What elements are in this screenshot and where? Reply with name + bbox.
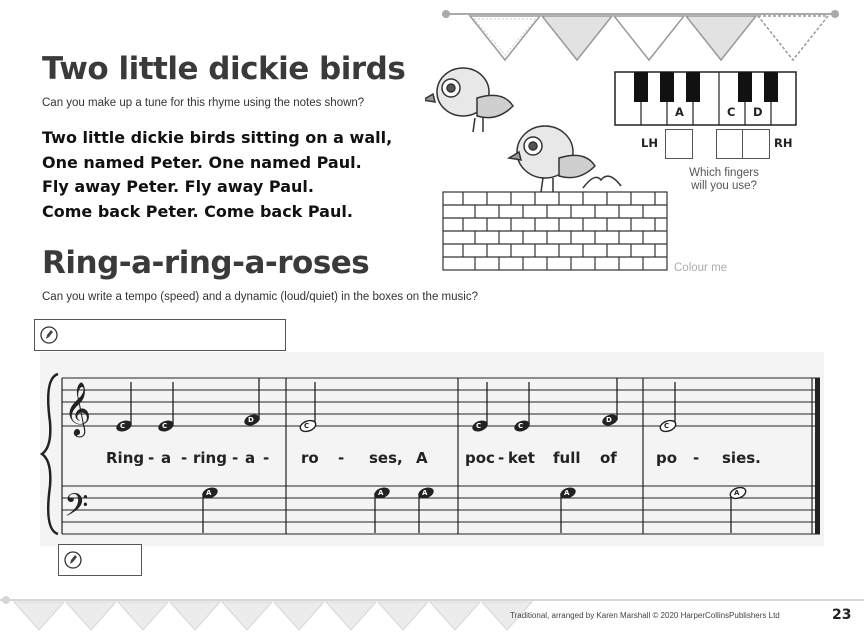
lyric-syllable: full: [553, 449, 581, 467]
lh-label: LH: [641, 136, 658, 150]
poem-line: One named Peter. One named Paul.: [42, 152, 362, 172]
lyric-hyphen: -: [693, 449, 700, 467]
bass-clef-icon: 𝄢: [64, 487, 89, 531]
instruction-tune: Can you make up a tune for this rhyme using the notes shown?: [42, 97, 365, 109]
lyric-syllable: A: [416, 449, 428, 467]
lyric-syllable: Ring: [106, 449, 145, 467]
key-label-a: A: [675, 105, 684, 119]
footer-credit: Traditional, arranged by Karen Marshall © 2020 HarperCollinsPublishers Ltd: [510, 611, 780, 620]
bird-icon: [425, 68, 513, 132]
note-letter: D: [248, 416, 254, 424]
page-number: 23: [832, 607, 852, 623]
lyric-hyphen: -: [181, 449, 188, 467]
lyric-hyphen: -: [263, 449, 270, 467]
treble-clef-icon: 𝄞: [64, 381, 92, 435]
poem-line: Come back Peter. Come back Paul.: [42, 201, 353, 221]
lyric-hyphen: -: [148, 449, 155, 467]
note-letter: A: [564, 489, 570, 497]
key-label-c: C: [727, 105, 736, 119]
lyric-hyphen: -: [498, 449, 505, 467]
dynamic-box[interactable]: [58, 544, 142, 576]
note-letter: C: [304, 422, 310, 430]
lyric-syllable: sies.: [722, 449, 761, 467]
which-fingers-line: Which fingers: [689, 167, 759, 179]
key-label-d: D: [753, 105, 763, 119]
bird-icon: [509, 126, 621, 192]
rh-label: RH: [774, 136, 793, 150]
pencil-icon: [40, 326, 58, 344]
bass-staff: [62, 486, 820, 534]
lh-finger-box[interactable]: [665, 129, 693, 159]
lyric-hyphen: -: [338, 449, 345, 467]
title-ring-a-ring-a-roses: Ring-a-ring-a-roses: [42, 245, 370, 281]
poem: [42, 126, 392, 224]
lyric-syllable: a: [161, 449, 172, 467]
poem-line: Two little dickie birds sitting on a wall,: [42, 128, 393, 147]
note-letter: A: [206, 489, 212, 497]
grand-staff-brace: [42, 374, 58, 534]
final-barline-thick: [815, 378, 820, 534]
title-two-little-dickie-birds: Two little dickie birds: [42, 51, 406, 87]
lyric-syllable: ring: [193, 449, 227, 467]
lyric-syllable: ro: [301, 449, 319, 467]
bunting-top: [440, 4, 840, 66]
note-letter: C: [162, 422, 168, 430]
which-fingers-text: [674, 167, 774, 193]
note-letter: A: [422, 489, 428, 497]
lyric-syllable: ses,: [369, 449, 403, 467]
brick-wall: [443, 192, 667, 270]
tempo-box[interactable]: [34, 319, 286, 351]
lyric-syllable: po: [656, 449, 678, 467]
note-letter: A: [734, 489, 740, 497]
note-letter: C: [120, 422, 126, 430]
note-letter: C: [476, 422, 482, 430]
lyric-syllable: poc: [465, 449, 495, 467]
which-fingers-line: will you use?: [691, 180, 757, 192]
rh-finger-box-2[interactable]: [742, 129, 770, 159]
poem-line: Fly away Peter. Fly away Paul.: [42, 177, 314, 196]
piano-keyboard: [614, 71, 798, 127]
lyric-hyphen: -: [232, 449, 239, 467]
rh-finger-box-1[interactable]: [716, 129, 744, 159]
lyric-syllable: of: [600, 449, 617, 467]
pencil-icon: [64, 551, 82, 569]
lyric-syllable: a: [245, 449, 256, 467]
note-letter: C: [518, 422, 524, 430]
note-letter: A: [378, 489, 384, 497]
colour-me-label: Colour me: [674, 262, 728, 274]
note-letter: C: [664, 422, 670, 430]
instruction-tempo-dynamic: Can you write a tempo (speed) and a dynamic (loud/quiet) in the boxes on the music?: [42, 291, 478, 303]
note-letter: D: [606, 416, 612, 424]
lyric-syllable: ket: [508, 449, 535, 467]
